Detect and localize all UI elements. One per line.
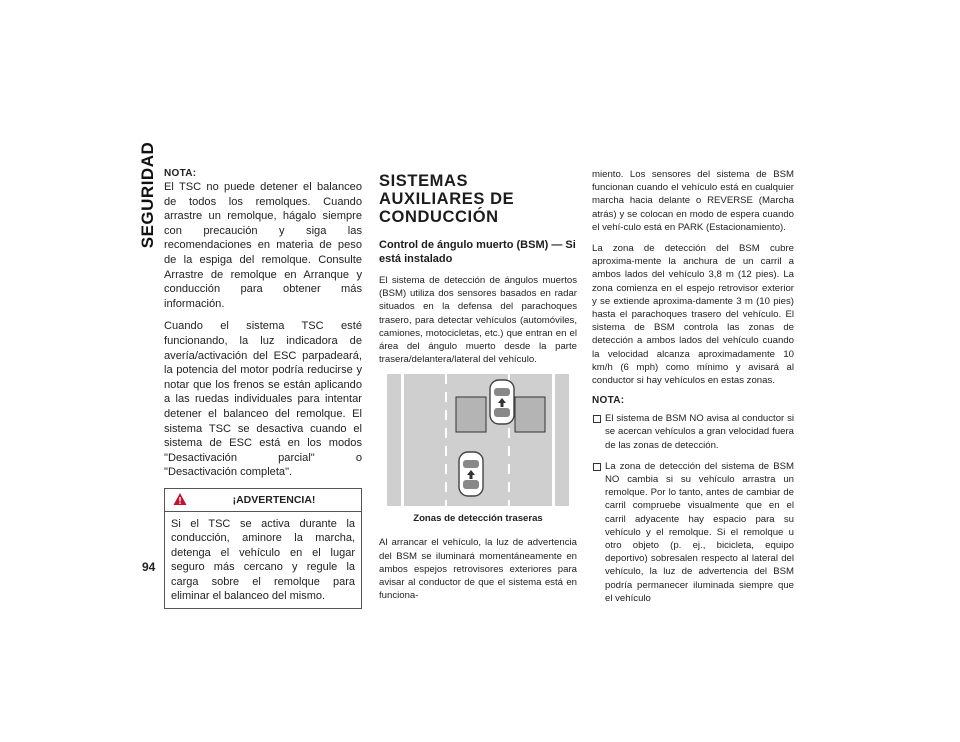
page-number: 94 (142, 560, 156, 574)
warning-body (165, 512, 361, 608)
nota-bullet-list (592, 412, 794, 605)
nota-text: El TSC no puede detener el balanceo de todos los remolques. Cuando arrastre un remolque, hágalo siempre con precaución y siga las recomendaciones en materia de peso de la espiga del remolque. Consulte Arrastre de remolque en Arranque y conducción para obtener más información. (164, 181, 362, 310)
bsm-paragraph-1: El sistema de detección de ángulos muertos (BSM) utiliza dos sensores basados en radar situados en la defensa del parachoques trasero, para detectar vehículos (automóviles, camiones, motocicletas, etc.) que entran en el área del ángulo muerto desde la parte trasera/delantera/lateral del vehículo. (379, 275, 577, 366)
section-side-label (130, 120, 160, 280)
warning-header (165, 489, 361, 512)
detection-zones-figure (387, 374, 569, 506)
nota-label-2: NOTA: (592, 395, 625, 407)
bsm-paragraph-4: La zona de detección del BSM cubre aproxima-mente la anchura de un carril a ambos lados del vehículo 3,8 m (12 pies). La zona comienza en el espejo retrovisor exterior y se extiende aproxima-damente 3 m (10 pies) hasta el parachoques trasero del vehículo. El sistema de BSM controla las zonas de detección a ambos lados del vehículo cuando la velocidad alcanza aproximadamente 10 km/h (6 mph) como mínimo y avisará al conductor si hay vehículos en estas zonas. (592, 243, 794, 387)
car-rear-icon (459, 452, 483, 496)
bsm-paragraph-3: miento. Los sensores del sistema de BSM funcionan cuando el vehículo está en cualquier marcha hacia delante o REVERSE (Marcha atrás) y se colocan en modo de espera cuando el vehí-culo está en PARK (Estacionamiento). (592, 169, 794, 233)
warning-triangle-icon (173, 492, 187, 506)
checkbox-bullet-icon (593, 463, 601, 471)
warning-text: Si el TSC se activa durante la conducción, aminore la marcha, detenga el vehículo en el lugar seguro más cercano y regule la carga sobre el remolque para eliminar el balanceo del mismo. (171, 517, 355, 603)
warning-title: ¡ADVERTENCIA! (232, 493, 316, 506)
section-label: SEGURIDAD (138, 141, 157, 249)
column-1 (164, 168, 362, 609)
left-detection-zone (456, 397, 486, 432)
nota-label: NOTA: (164, 168, 197, 179)
column-2 (379, 168, 577, 610)
right-detection-zone (515, 397, 545, 432)
checkbox-bullet-icon (593, 415, 601, 423)
column-3 (592, 168, 794, 613)
figure-caption: Zonas de detección traseras (413, 513, 543, 525)
bsm-paragraph-2: Al arrancar el vehículo, la luz de advertencia del BSM se iluminará momentáneamente en ambos espejos retrovisores exteriores para avisar al conductor de que el sistema está en funciona- (379, 537, 577, 602)
warning-box (164, 488, 362, 609)
car-front-icon (490, 380, 514, 424)
bsm-subheading: Control de ángulo muerto (BSM) — Si está instalado (379, 239, 576, 265)
list-item: El sistema de BSM NO avisa al conductor si se acercan vehículos a gran velocidad fuera de las zonas de detección. (592, 412, 794, 452)
road-diagram (387, 374, 569, 506)
list-item: La zona de detección del sistema de BSM NO cambia si su vehículo arrastra un remolque. Por lo tanto, antes de cambiar de carril compruebe visualmente que en el carril adyacente hay espacio para su vehículo y el remolque. Si el remolque u otro objeto (p. ej., bicicleta, equipo deportivo) sobresalen respecto al lateral del vehículo, la luz de advertencia del BSM podría permanecer iluminada siempre que el vehículo (592, 460, 794, 605)
tsc-paragraph: Cuando el sistema TSC esté funcionando, la luz indicadora de avería/activación del ESC parpadeará, la potencia del motor podría reducirse y notar que los frenos se están aplicando a las ruedas individuales para intentar detener el balanceo del remolque. El sistema TSC se desactiva cuando el sistema de ESC está en los modos "Desactivación parcial" o "Desactivación completa". (164, 320, 362, 479)
section-heading: SISTEMAS AUXILIARES DE CONDUCCIÓN (379, 172, 515, 226)
